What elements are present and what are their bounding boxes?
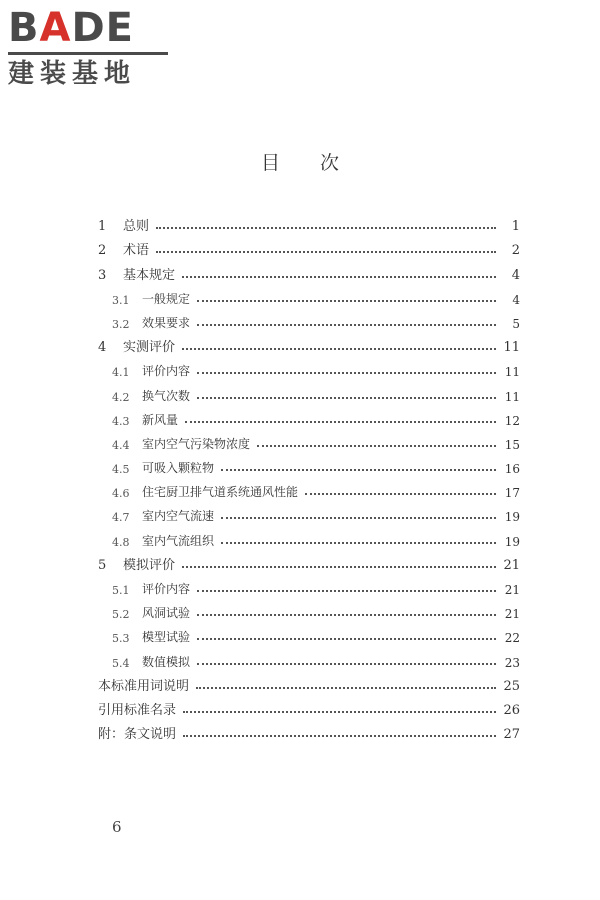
table-of-contents <box>98 210 520 742</box>
toc-dot-leader <box>197 300 496 302</box>
toc-entry-page: 25 <box>503 678 520 694</box>
toc-entry[interactable] <box>98 404 520 428</box>
toc-entry[interactable] <box>98 670 520 694</box>
toc-entry[interactable] <box>98 718 520 742</box>
toc-entry[interactable] <box>98 452 520 476</box>
toc-entry-label: 换气次数 <box>142 388 191 403</box>
toc-entry-label: 可吸入颗粒物 <box>142 461 215 476</box>
toc-entry-number: 4 <box>98 340 107 356</box>
toc-dot-leader <box>197 324 496 326</box>
toc-entry-page: 21 <box>504 583 520 597</box>
toc-entry[interactable] <box>98 621 520 645</box>
toc-dot-leader <box>257 445 496 447</box>
toc-entry[interactable] <box>98 694 520 718</box>
toc-entry-label: 风洞试验 <box>142 606 191 621</box>
toc-entry-label: 新风量 <box>142 412 179 427</box>
toc-dot-leader <box>197 590 496 592</box>
toc-dot-leader <box>156 227 496 229</box>
toc-dot-leader <box>183 711 496 713</box>
toc-entry-page: 19 <box>504 534 520 549</box>
toc-entry[interactable] <box>98 597 520 621</box>
toc-dot-leader <box>185 421 496 423</box>
toc-dot-leader <box>221 542 496 544</box>
toc-entry-number: 4.4 <box>112 438 130 452</box>
toc-entry[interactable] <box>98 645 520 669</box>
logo-letters-prefix: B <box>8 5 40 51</box>
toc-entry-number: 4.1 <box>112 366 130 380</box>
toc-dot-leader <box>196 687 496 689</box>
logo-letters-suffix: DE <box>71 5 134 51</box>
toc-entry[interactable] <box>98 476 520 500</box>
toc-entry-page: 19 <box>504 510 520 525</box>
toc-entry-page: 1 <box>511 219 520 235</box>
toc-entry[interactable] <box>98 234 520 258</box>
toc-entry-label: 一般规定 <box>142 291 191 306</box>
toc-dot-leader <box>182 566 496 568</box>
logo-letter-accent: A <box>39 5 72 51</box>
toc-entry-page: 21 <box>503 557 520 573</box>
toc-entry-number: 5.4 <box>112 656 130 670</box>
toc-entry-number: 3 <box>98 267 107 283</box>
toc-entry-label: 模型试验 <box>142 630 191 645</box>
toc-entry[interactable] <box>98 307 520 331</box>
toc-entry-number: 5.1 <box>112 584 130 597</box>
toc-dot-leader <box>183 735 496 737</box>
toc-entry-number: 1 <box>98 219 107 235</box>
toc-entry[interactable] <box>98 573 520 597</box>
toc-entry-label: 实测评价 <box>123 340 176 356</box>
toc-entry-page: 21 <box>504 607 520 622</box>
toc-entry-number: 4.3 <box>112 414 130 428</box>
toc-dot-leader <box>156 251 496 253</box>
toc-entry[interactable] <box>98 258 520 282</box>
toc-entry-number: 4.5 <box>112 463 130 477</box>
toc-entry[interactable] <box>98 428 520 452</box>
toc-entry-label: 引用标准名录 <box>98 702 177 718</box>
toc-entry-number: 5 <box>98 557 107 573</box>
toc-entry[interactable] <box>98 379 520 403</box>
toc-entry-number: 4.7 <box>112 511 130 525</box>
toc-entry[interactable] <box>98 331 520 355</box>
toc-entry-page: 4 <box>511 267 520 283</box>
toc-entry-label: 基本规定 <box>123 267 176 283</box>
toc-entry-label: 评价内容 <box>142 364 191 379</box>
toc-entry-page: 26 <box>503 702 520 718</box>
toc-entry-number: 5.3 <box>112 632 130 646</box>
logo-wordmark <box>8 6 178 50</box>
logo-divider <box>8 52 168 55</box>
toc-entry[interactable] <box>98 549 520 573</box>
toc-entry-label: 室内空气流速 <box>142 509 215 524</box>
toc-dot-leader <box>221 517 496 519</box>
toc-entry-number: 4.2 <box>112 390 130 404</box>
logo-chinese-name: 建装基地 <box>8 59 137 89</box>
toc-entry-label: 附：条文说明 <box>98 727 177 743</box>
toc-dot-leader <box>182 348 496 350</box>
toc-dot-leader <box>197 614 496 616</box>
toc-entry[interactable] <box>98 283 520 307</box>
toc-entry-page: 27 <box>503 727 520 743</box>
toc-entry-page: 4 <box>512 292 520 307</box>
toc-entry-page: 22 <box>504 631 520 646</box>
toc-entry-page: 16 <box>504 462 520 477</box>
toc-entry-label: 本标准用词说明 <box>98 678 190 694</box>
toc-dot-leader <box>221 469 496 471</box>
toc-entry-number: 4.8 <box>112 535 130 549</box>
toc-entry[interactable] <box>98 500 520 524</box>
toc-dot-leader <box>197 663 496 665</box>
toc-dot-leader <box>197 372 496 374</box>
toc-entry-number: 2 <box>98 243 107 259</box>
toc-entry-page: 12 <box>504 413 520 428</box>
toc-entry-number: 3.2 <box>112 317 130 331</box>
toc-entry-page: 11 <box>503 340 520 356</box>
toc-dot-leader <box>182 276 496 278</box>
toc-entry-label: 效果要求 <box>142 315 191 330</box>
toc-entry-number: 3.1 <box>112 293 130 307</box>
toc-entry[interactable] <box>98 210 520 234</box>
toc-entry-label: 数值模拟 <box>142 654 191 669</box>
toc-entry-number: 5.2 <box>112 608 130 622</box>
toc-entry-page: 15 <box>504 437 520 452</box>
toc-entry[interactable] <box>98 524 520 548</box>
toc-dot-leader <box>197 638 496 640</box>
toc-dot-leader <box>197 397 496 399</box>
toc-entry-page: 17 <box>504 486 520 501</box>
toc-entry-number: 4.6 <box>112 487 130 501</box>
toc-entry-page: 2 <box>511 243 520 259</box>
toc-entry-page: 11 <box>504 365 520 380</box>
toc-dot-leader <box>305 493 496 495</box>
toc-entry-label: 总则 <box>123 219 150 235</box>
toc-entry-page: 23 <box>504 655 520 670</box>
toc-entry-label: 室内空气污染物浓度 <box>142 436 251 451</box>
toc-entry-label: 术语 <box>123 243 150 259</box>
toc-entry-page: 5 <box>512 316 520 331</box>
toc-entry-label: 室内气流组织 <box>142 533 215 548</box>
toc-entry-label: 住宅厨卫排气道系统通风性能 <box>142 485 299 500</box>
page-number: 6 <box>112 818 122 836</box>
toc-entry-page: 11 <box>504 389 520 404</box>
brand-logo <box>8 6 178 89</box>
toc-entry[interactable] <box>98 355 520 379</box>
toc-entry-label: 评价内容 <box>142 582 191 596</box>
toc-entry-label: 模拟评价 <box>123 557 176 573</box>
page-title: 目次 <box>260 152 379 174</box>
